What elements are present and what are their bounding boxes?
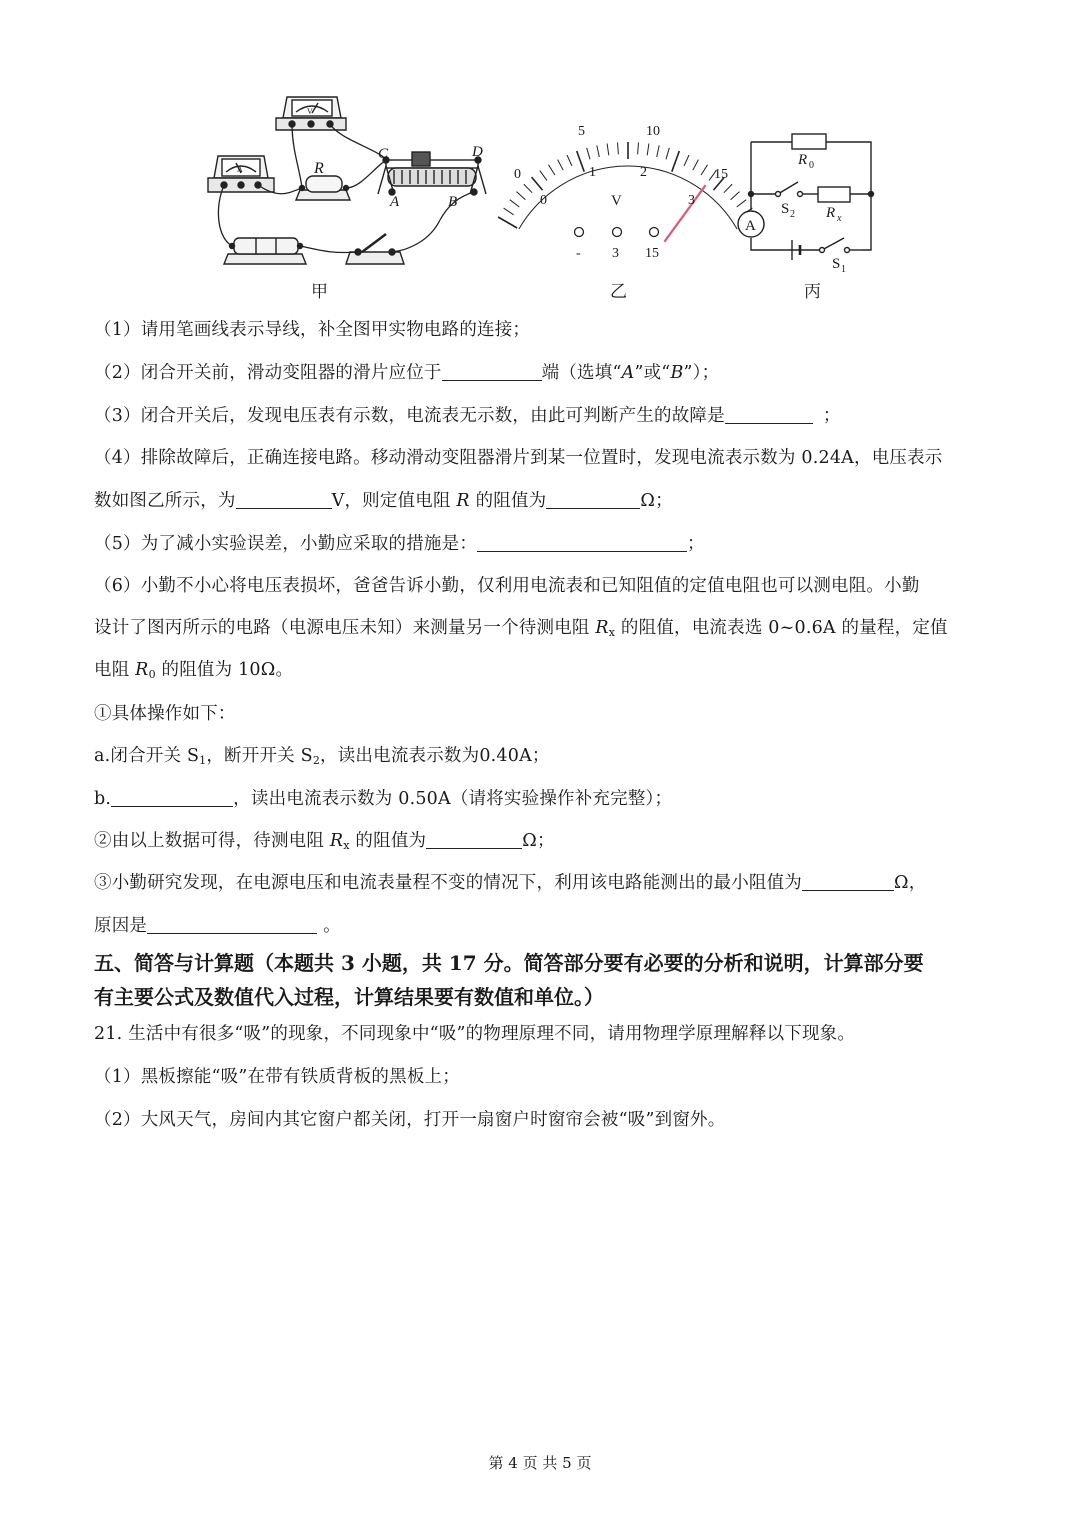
dial-tick: [638, 142, 639, 154]
dial-tick: [517, 192, 526, 200]
s2-switch: [778, 182, 798, 194]
figure-yi: [498, 124, 758, 261]
dial-tick: [607, 144, 609, 156]
stepa-text-pre: a.闭合开关 S: [94, 746, 200, 766]
dial-tick: [567, 155, 572, 166]
step3b-text-post: 。: [323, 916, 341, 936]
step-2: [94, 829, 555, 858]
question-6-line1: （6）小勤不小心将电压表损坏，爸爸告诉小勤，仅利用电流表和已知阻值的定值电阻也可以测电阻。小勤: [94, 576, 920, 596]
q4-resistance-blank[interactable]: [546, 490, 640, 509]
step3-min-blank[interactable]: [802, 872, 894, 891]
rheostat-label-b: B: [448, 194, 458, 210]
stepb-text-post: ，读出电流表示数为 0.50A（请将实验操作补充完整）；: [233, 789, 673, 809]
dial-tick: [693, 160, 699, 171]
dial-tick: [724, 184, 732, 193]
dial-unit: V: [611, 193, 622, 209]
dial-bottom-1: 1: [589, 165, 596, 180]
s1-label-sub: 1: [841, 264, 846, 275]
rheostat-label-a: A: [390, 194, 400, 210]
ammeter-label: A: [237, 165, 243, 174]
rheostat-label-c: C: [378, 146, 389, 162]
terminal-15-label: 15: [645, 246, 659, 261]
step-a: [94, 744, 550, 773]
q2-text-post: 端（选填“: [541, 363, 622, 383]
step2-symbol-r: R: [329, 831, 344, 851]
terminal-3-label: 3: [612, 246, 619, 261]
rx-resistor: [818, 187, 850, 202]
dial-tick: [597, 145, 600, 157]
dial-tick: [524, 184, 532, 193]
page-footer: 第 4 页 共 5 页: [488, 1454, 592, 1472]
stepb-text-pre: b.: [94, 789, 112, 809]
dial-tick: [666, 148, 669, 160]
q5-text-pre: （5）为了减小实验误差，小勤应采取的措施是：: [94, 534, 478, 554]
q3-text-pre: （3）闭合开关后，发现电压表有示数，电流表无示数，由此可判断产生的故障是: [94, 406, 725, 426]
question-4-line1: （4）排除故障后，正确连接电路。移动滑动变阻器滑片到某一位置时，发现电流表示数为 0.24A，电压表示: [94, 448, 943, 468]
q4-text-mid2: 的阻值为: [469, 491, 547, 511]
dial-tick: [549, 165, 555, 175]
s2-label-sub: 2: [790, 209, 795, 220]
dial-bottom-0: 0: [540, 193, 547, 208]
q5-text-post: ；: [687, 534, 705, 554]
q6-text-post: 的阻值，电流表选 0~0.6A 的量程，定值: [615, 618, 948, 638]
step3-reason-blank[interactable]: [147, 915, 317, 934]
dial-bottom-2: 2: [640, 165, 647, 180]
dial-arc: [519, 166, 737, 229]
switch-device: [346, 234, 404, 264]
dial-tick: [577, 151, 585, 172]
dial-tick: [510, 200, 520, 207]
r0-resistor: [792, 134, 826, 149]
question-5: [94, 532, 705, 556]
question-3: [94, 404, 841, 428]
step-3-reason: [94, 914, 341, 938]
ammeter-device: [208, 156, 274, 192]
dial-tick: [672, 151, 680, 172]
stepa-s2-sub: 2: [312, 754, 321, 767]
q6-text-pre: 设计了图丙所示的电路（电源电压未知）来测量另一个待测电阻: [94, 618, 596, 638]
figures-svg: [0, 0, 1080, 310]
step2-text-pre: ②由以上数据可得，待测电阻: [94, 831, 330, 851]
q4-symbol-r: R: [456, 491, 470, 511]
dial-tick: [504, 208, 514, 215]
step3b-text-pre: 原因是: [94, 916, 148, 936]
stepa-s1-sub: 1: [199, 754, 207, 767]
figure-jia-caption: 甲: [311, 282, 328, 301]
q6-symbol-r: R: [595, 618, 609, 638]
dial-bottom-3: 3: [688, 193, 695, 208]
question-4-line2: [94, 489, 673, 513]
step-1-heading: ①具体操作如下：: [94, 704, 236, 724]
step-b: [94, 787, 672, 811]
q3-answer-blank[interactable]: [725, 405, 813, 424]
terminal-neg: [575, 228, 584, 237]
question-6-line3: [94, 658, 293, 687]
q4-text-post: Ω；: [640, 491, 673, 511]
step2-symbol-sub: x: [343, 839, 350, 852]
q6-symbol-sub: x: [608, 626, 616, 639]
q2-text-mid: ”或“: [634, 363, 671, 383]
step2-text-post: Ω；: [522, 831, 555, 851]
question-21-part-1: （1）黑板擦能“吸”在带有铁质背板的黑板上；: [94, 1067, 460, 1087]
step2-text-mid: 的阻值为: [349, 831, 427, 851]
s2-label: S: [781, 201, 790, 217]
terminal-neg-label: -: [576, 246, 581, 261]
q2-answer-blank[interactable]: [442, 362, 542, 381]
dial-tick: [731, 192, 740, 200]
question-1: （1）请用笔画线表示导线，补全图甲实物电路的连接；: [94, 320, 531, 340]
figure-bing-caption: 丙: [804, 282, 821, 301]
q3-text-post: ；: [822, 406, 841, 426]
question-2: [94, 361, 719, 385]
question-21-part-2: （2）大风天气，房间内其它窗户都关闭，打开一扇窗户时窗帘会被“吸”到窗外。: [94, 1110, 726, 1130]
q6c-text-pre: 电阻: [94, 660, 136, 680]
figure-yi-caption: 乙: [610, 282, 627, 301]
r0-label: R: [798, 152, 808, 168]
voltmeter-label: V: [307, 107, 313, 116]
dial-needle: [664, 185, 705, 242]
figures-row: [0, 0, 1080, 310]
q2-text-end: ”）；: [683, 363, 720, 383]
dial-tick: [587, 148, 590, 160]
q4-voltage-blank[interactable]: [236, 490, 332, 509]
step3-text-post: Ω，: [894, 873, 927, 893]
dial-tick: [498, 217, 517, 228]
stepa-text-mid: ，断开开关 S: [206, 746, 313, 766]
stepb-answer-blank[interactable]: [111, 788, 233, 807]
dial-top-5: 5: [578, 124, 585, 139]
battery-device: [224, 238, 306, 264]
step-3: [94, 871, 926, 895]
s1-label: S: [832, 256, 841, 272]
q5-answer-blank[interactable]: [477, 533, 687, 552]
dial-top-15: 15: [714, 167, 728, 182]
q2-text-pre: （2）闭合开关前，滑动变阻器的滑片应位于: [94, 363, 442, 383]
section-5-heading-line2: 有主要公式及数值代入过程，计算结果要有数值和单位。）: [94, 985, 604, 1009]
rx-label: R: [826, 205, 836, 221]
q6c-symbol-r: R: [135, 660, 149, 680]
dial-tick: [618, 142, 619, 154]
q6c-symbol-sub: 0: [148, 668, 156, 681]
dial-tick: [657, 145, 660, 157]
q4-text-mid1: V，则定值电阻: [331, 491, 457, 511]
terminal-15: [650, 228, 659, 237]
dial-tick: [647, 144, 649, 156]
question-21: 21. 生活中有很多“吸”的现象，不同现象中“吸”的物理原理不同，请用物理学原理解释以下现象。: [94, 1024, 856, 1044]
terminal-3: [613, 228, 622, 237]
dial-tick: [701, 165, 707, 175]
rheostat-label-d: D: [472, 144, 483, 160]
q2-option-b: B: [670, 363, 684, 383]
dial-tick: [532, 177, 543, 190]
step3-text-pre: ③小勤研究发现，在电源电压和电流表量程不变的情况下，利用该电路能测出的最小阻值为: [94, 873, 802, 893]
dial-top-0: 0: [514, 167, 521, 182]
q4-text-pre: 数如图乙所示，为: [94, 491, 236, 511]
rx-label-sub: x: [837, 213, 842, 224]
dial-ticks: [498, 142, 758, 229]
dial-tick: [737, 200, 747, 207]
resistor-r-label: R: [314, 160, 324, 177]
s1-switch: [822, 238, 844, 250]
q6c-text-post: 的阻值为 10Ω。: [155, 660, 294, 680]
stepa-text-post: ，读出电流表示数为0.40A；: [320, 746, 550, 766]
resistor-r-device: [296, 176, 350, 200]
step2-answer-blank[interactable]: [426, 830, 522, 849]
q2-option-a: A: [621, 363, 635, 383]
question-6-line2: [94, 616, 948, 645]
r0-label-sub: 0: [809, 160, 814, 171]
dial-top-10: 10: [646, 124, 660, 139]
dial-tick: [540, 171, 547, 181]
section-5-heading-line1: 五、简答与计算题（本题共 3 小题，共 17 分。简答部分要有必要的分析和说明，计算部分要: [94, 951, 924, 975]
rheostat-device: [378, 152, 486, 195]
figure-jia: [208, 97, 486, 264]
dial-tick: [684, 155, 689, 166]
bing-ammeter-label: A: [745, 218, 756, 234]
dial-tick: [558, 160, 564, 171]
